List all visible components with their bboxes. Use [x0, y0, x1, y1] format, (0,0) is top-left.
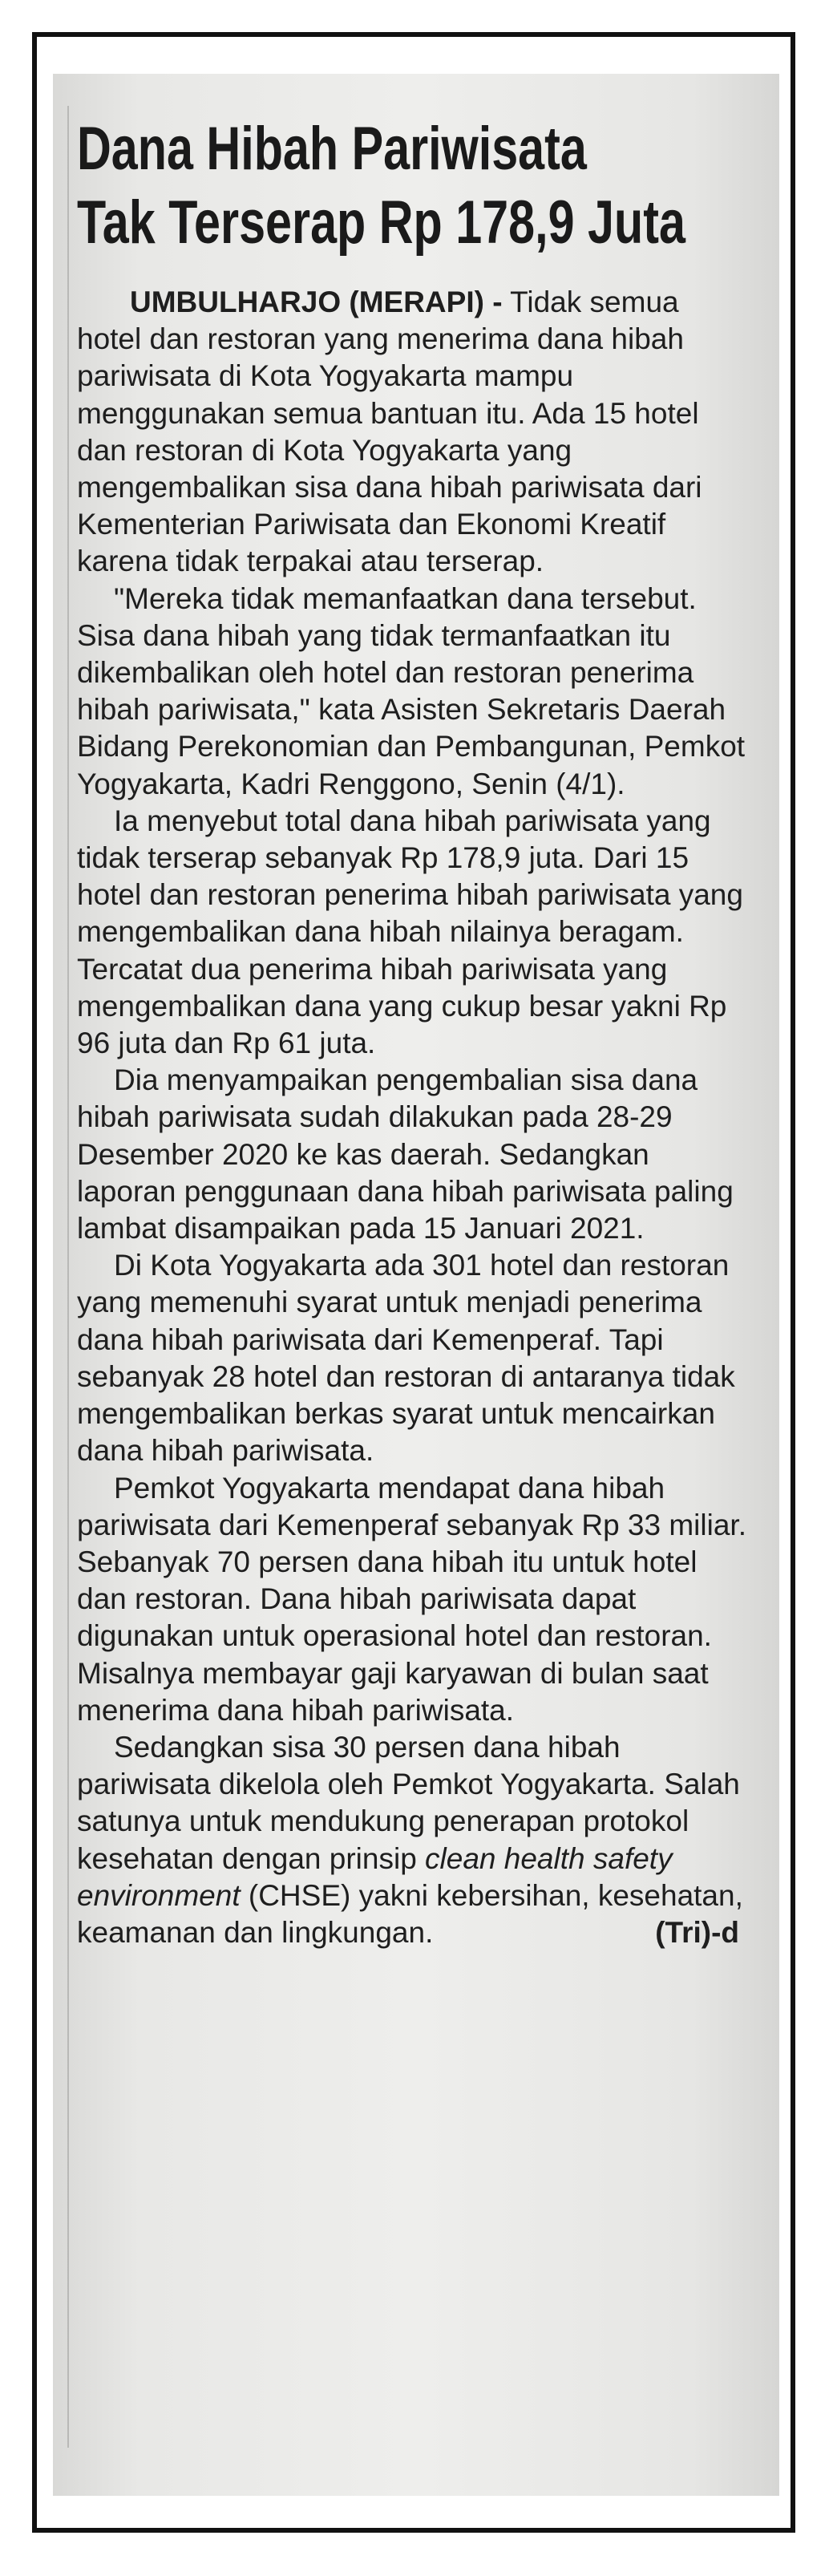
paragraph-3: Ia menyebut total dana hibah pariwisata yang tidak terserap sebanyak Rp 178,9 juta. Dari 15 hotel dan restoran penerima hibah pariwisata yang mengembalikan dana hibah nilainya beragam. Tercatat dua penerima hibah pariwisata yang mengembalikan dana yang cukup besar yakni Rp 96 juta dan Rp 61 juta. — [77, 804, 743, 1060]
paragraph-2: "Mereka tidak memanfaatkan dana tersebut. Sisa dana hibah yang tidak termanfaatkan itu dikembalikan oleh hotel dan restoran penerima hibah pariwisata," kata Asisten Sekretaris Daerah Bidang Perekonomian dan Pembangunan, Pemkot Yogyakarta, Kadri Renggono, Senin (4/1). — [77, 581, 746, 800]
paragraph-4: Dia menyampaikan pengembalian sisa dana hibah pariwisata sudah dilakukan pada 28-29 Desember 2020 ke kas daerah. Sedangkan laporan penggunaan dana hibah pariwisata paling lambat disampaikan pada 15 Januari 2021. — [77, 1063, 734, 1245]
paragraph-6: Pemkot Yogyakarta mendapat dana hibah pariwisata dari Kemenperaf sebanyak Rp 33 miliar. Sebanyak 70 persen dana hibah itu untuk hotel dan restoran. Dana hibah pariwisata dapat digunakan untuk operasional hotel dan restoran. Misalnya membayar gaji karyawan di bulan saat menerima dana hibah pariwisata. — [77, 1471, 746, 1727]
headline — [77, 112, 779, 260]
paragraph-5: Di Kota Yogyakarta ada 301 hotel dan restoran yang memenuhi syarat untuk menjadi penerima dana hibah pariwisata dari Kemenperaf. Tapi sebanyak 28 hotel dan restoran di antaranya tidak mengembalikan berkas syarat untuk mencairkan dana hibah pariwisata. — [77, 1249, 735, 1468]
author-credit: (Tri)-d — [655, 1915, 739, 1949]
headline-line-1: Dana Hibah Pariwisata — [77, 115, 587, 183]
paragraph-7-end: (CHSE) yakni kebersihan, kesehatan, keamanan dan lingkungan. — [77, 1878, 743, 1949]
paragraph-7-italic: clean health safety environment — [77, 1841, 673, 1912]
paragraph-7-start: Sedangkan sisa 30 persen dana hibah pariwisata dikelola oleh Pemkot Yogyakarta. Salah satunya untuk mendukung penerapan protokol kesehatan dengan prinsip — [77, 1730, 740, 1875]
paragraph-1 — [77, 284, 747, 581]
article-body — [77, 284, 747, 1951]
headline-line-2: Tak Terserap Rp 178,9 Juta — [77, 188, 685, 257]
dateline: UMBULHARJO (MERAPI) - — [130, 286, 503, 318]
newspaper-clipping — [53, 74, 779, 2496]
paragraph-1-text: Tidak semua hotel dan restoran yang menerima dana hibah pariwisata di Kota Yogyakarta mampu menggunakan semua bantuan itu. Ada 15 hotel dan restoran di Kota Yogyakarta yang mengembalikan sisa dana hibah pariwisata dari Kementerian Pariwisata dan Ekonomi Kreatif karena tidak terpakai atau terserap. — [77, 286, 702, 578]
paragraph-7 — [77, 1729, 747, 1951]
